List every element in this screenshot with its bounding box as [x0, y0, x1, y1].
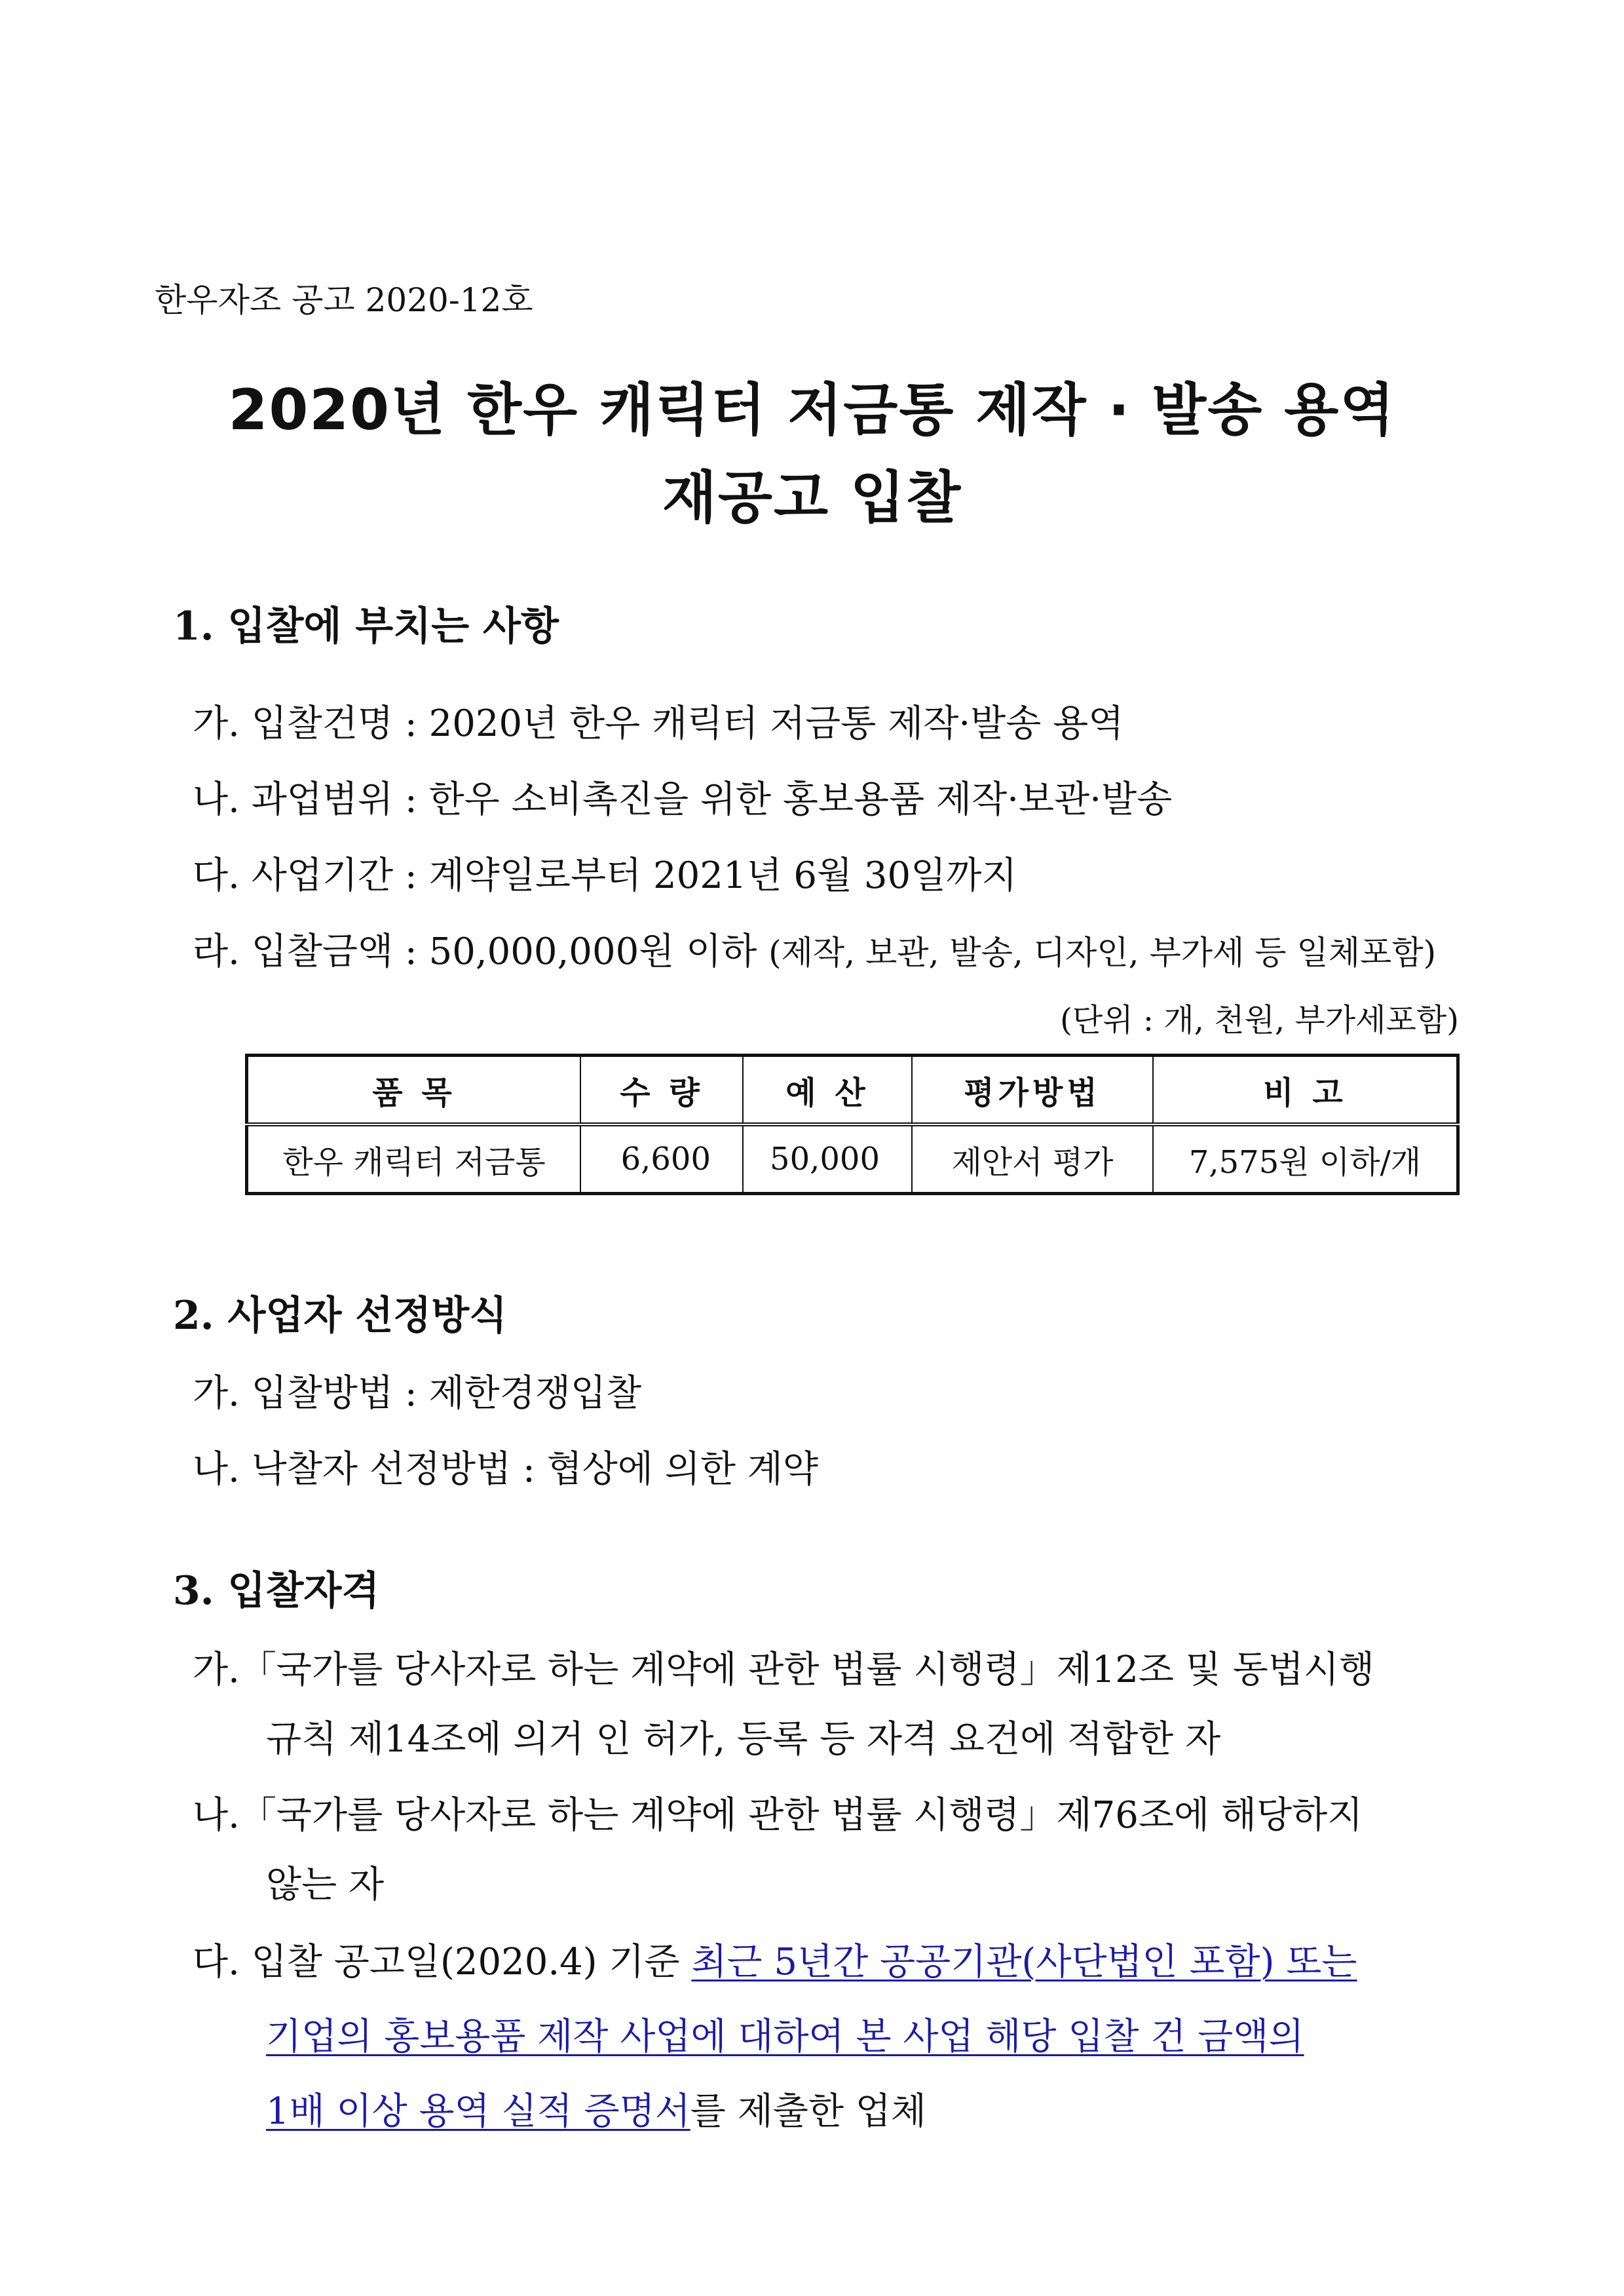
cell-budget: 50,000 — [743, 1124, 912, 1194]
section1-item-c — [193, 847, 1017, 899]
section3-item-b-line1: 나.「국가를 당사자로 하는 계약에 관한 법률 시행령」제76조에 해당하지 — [193, 1794, 1363, 1837]
item-label: 가. 입찰방법 : — [193, 1372, 429, 1415]
item-value: 제한경쟁입찰 — [428, 1372, 642, 1415]
cell-quantity: 6,600 — [580, 1124, 743, 1194]
section3-item-c-line1 — [193, 1933, 1357, 1985]
header-remarks: 비 고 — [1153, 1056, 1458, 1125]
item-note: (제작, 보관, 발송, 디자인, 부가세 등 일체포함) — [768, 934, 1437, 972]
item-c-suffix: 를 제출한 업체 — [690, 2090, 926, 2133]
header-item: 품 목 — [247, 1056, 581, 1125]
table-header-row — [247, 1056, 1458, 1125]
notice-number: 한우자조 공고 2020-12호 — [155, 281, 533, 319]
document-title-line1: 2020년 한우 캐릭터 저금통 제작 · 발송 용역 — [228, 377, 1396, 443]
item-value: 계약일로부터 2021년 6월 30일까지 — [428, 854, 1017, 897]
item-label: 다. 사업기간 : — [193, 854, 429, 897]
section2-item-b — [193, 1440, 818, 1493]
item-label: 나. 낙찰자 선정방법 : — [193, 1448, 547, 1491]
item-value: 2020년 한우 캐릭터 저금통 제작·발송 용역 — [428, 702, 1124, 745]
section1-item-a — [193, 695, 1124, 747]
item-c-highlight2: 기업의 홍보용품 제작 사업에 대하여 본 사업 해당 입찰 건 금액의 — [266, 2016, 1304, 2058]
table-row — [247, 1124, 1458, 1194]
item-value: 협상에 의한 계약 — [546, 1448, 818, 1491]
item-c-highlight1: 최근 5년간 공공기관(사단법인 포함) 또는 — [691, 1941, 1357, 1983]
section1-item-b — [193, 771, 1172, 823]
section3-item-b-line2: 않는 자 — [266, 1864, 385, 1906]
section2-item-a — [193, 1364, 641, 1417]
item-value: 한우 소비촉진을 위한 홍보용품 제작·보관·발송 — [428, 778, 1173, 821]
item-label: 나. 과업범위 : — [193, 778, 429, 821]
item-c-highlight3: 1배 이상 용역 실적 증명서 — [266, 2090, 690, 2133]
section3-item-c-line3 — [266, 2082, 926, 2135]
item-label: 라. 입찰금액 : — [193, 930, 429, 973]
cell-item: 한우 캐릭터 저금통 — [247, 1124, 581, 1194]
cell-evaluation: 제안서 평가 — [912, 1124, 1153, 1194]
header-budget: 예 산 — [743, 1056, 912, 1125]
section3-item-c-line2 — [266, 2008, 1304, 2060]
header-quantity: 수 량 — [580, 1056, 743, 1125]
header-evaluation: 평가방법 — [912, 1056, 1153, 1125]
section1-heading: 1. 입찰에 부치는 사항 — [173, 603, 559, 649]
section3-item-a-line2: 규칙 제14조에 의거 인 허가, 등록 등 자격 요건에 적합한 자 — [266, 1718, 1221, 1761]
document-title-line2: 재공고 입찰 — [662, 465, 962, 531]
item-c-prefix: 다. 입찰 공고일(2020.4) 기준 — [193, 1941, 692, 1983]
item-label: 가. 입찰건명 : — [193, 702, 429, 745]
cell-remarks: 7,575원 이하/개 — [1153, 1124, 1458, 1194]
item-value: 50,000,000원 이하 — [428, 930, 769, 973]
section2-heading: 2. 사업자 선정방식 — [173, 1293, 508, 1339]
budget-table — [245, 1054, 1460, 1195]
section3-item-a-line1: 가.「국가를 당사자로 하는 계약에 관한 법률 시행령」제12조 및 동법시행 — [193, 1649, 1375, 1691]
unit-note: (단위 : 개, 천원, 부가세포함) — [1060, 1002, 1459, 1039]
section1-item-d — [193, 923, 1436, 975]
section3-heading: 3. 입찰자격 — [173, 1568, 380, 1614]
